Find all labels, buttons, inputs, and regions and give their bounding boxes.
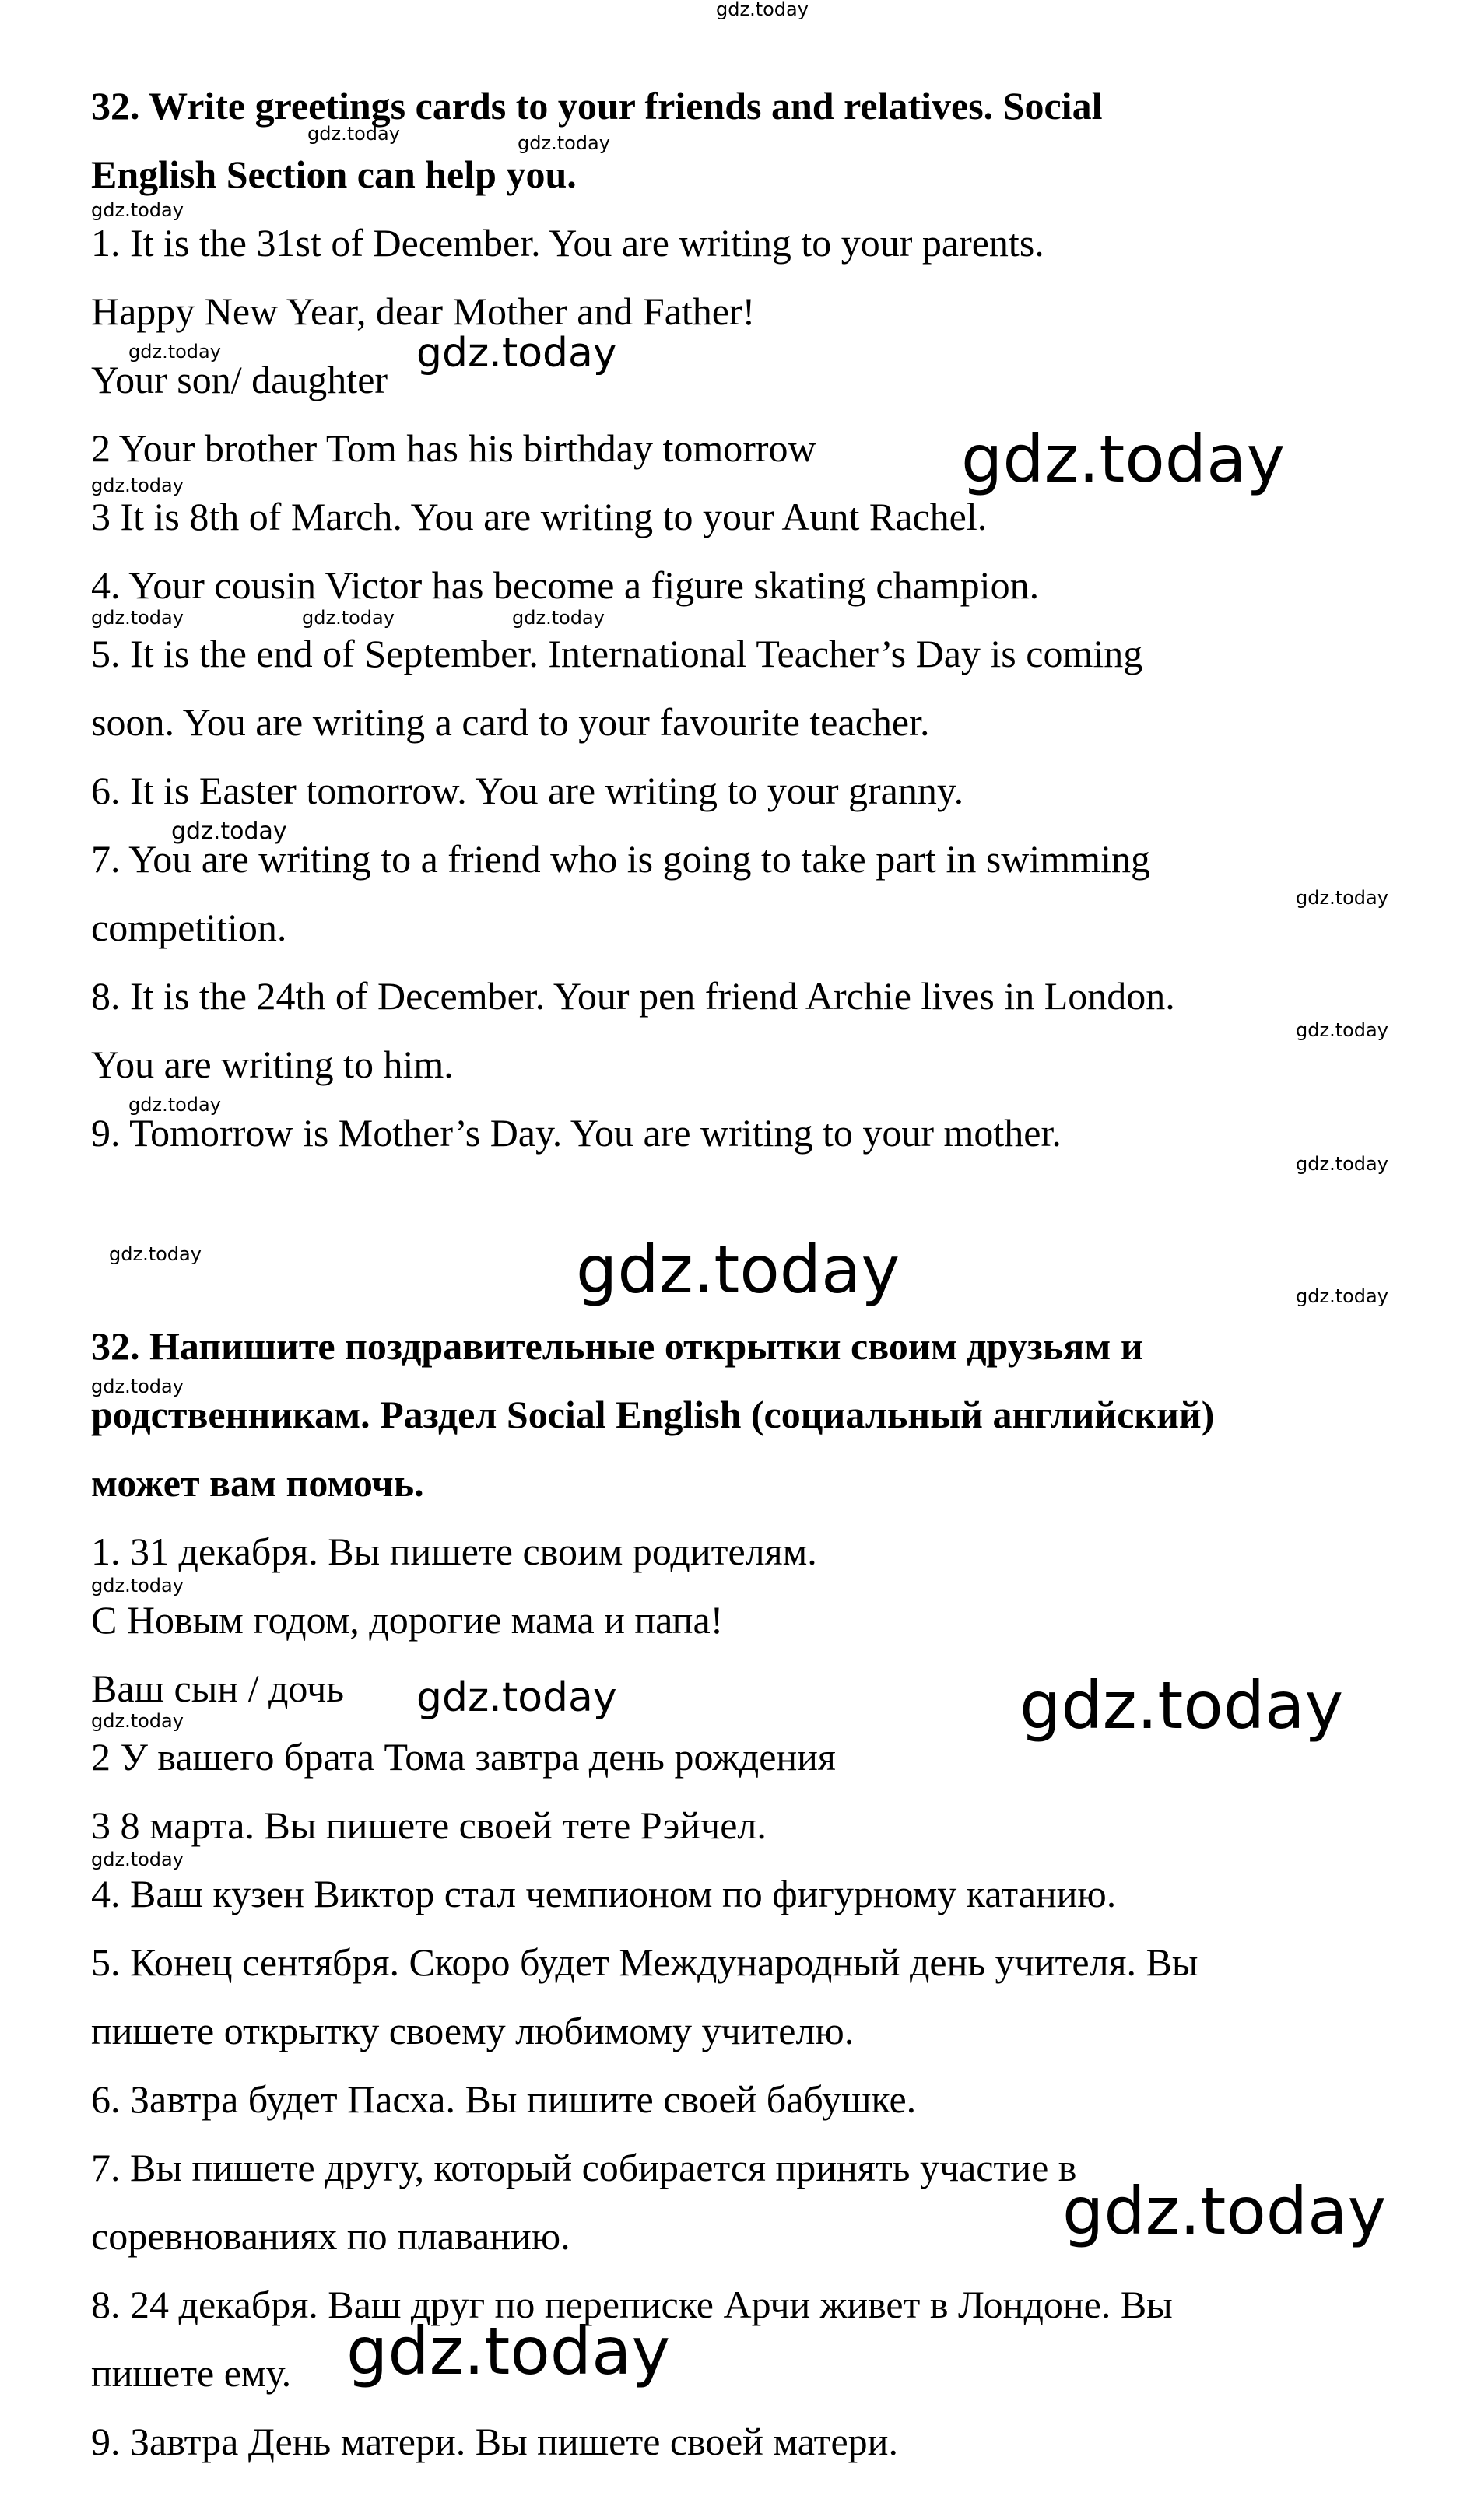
russian-line: 4. Ваш кузен Виктор стал чемпионом по фигурному катанию. (91, 1872, 1117, 1915)
russian-title-line-2: родственникам. Раздел Social English (социальный английский) (91, 1393, 1215, 1436)
english-title-line-1: 32. Write greetings cards to your friends and relatives. Social (91, 84, 1103, 128)
russian-line: Ваш сын / дочь (91, 1667, 345, 1710)
russian-line: 3 8 марта. Вы пишете своей тете Рэйчел. (91, 1803, 767, 1847)
watermark: gdz.today (307, 123, 400, 145)
watermark: gdz.today (716, 0, 809, 20)
russian-title-line-3: может вам помочь. (91, 1461, 424, 1505)
english-title-line-2: English Section can help you. (91, 152, 577, 196)
english-line: soon. You are writing a card to your favourite teacher. (91, 700, 930, 744)
english-line: Your son/ daughter (91, 358, 388, 401)
english-line: 1. It is the 31st of December. You are writing to your parents. (91, 221, 1044, 265)
watermark: gdz.today (91, 607, 184, 629)
watermark: gdz.today (109, 1243, 202, 1265)
watermark: gdz.today (91, 475, 184, 496)
russian-line: пишете ему. (91, 2351, 292, 2395)
watermark: gdz.today (91, 1710, 184, 1732)
russian-line: 1. 31 декабря. Вы пишете своим родителям. (91, 1530, 817, 1573)
watermark: gdz.today (1020, 1667, 1344, 1744)
russian-line: 2 У вашего брата Тома завтра день рождения (91, 1735, 836, 1779)
russian-title-line-1: 32. Напишите поздравительные открытки своим друзьям и (91, 1324, 1143, 1368)
english-line: 8. It is the 24th of December. Your pen friend Archie lives in London. (91, 974, 1175, 1018)
english-line: Happy New Year, dear Mother and Father! (91, 289, 756, 333)
russian-line: С Новым годом, дорогие мама и папа! (91, 1598, 724, 1642)
english-line: You are writing to him. (91, 1043, 454, 1086)
russian-line: 8. 24 декабря. Ваш друг по переписке Арчи живет в Лондоне. Вы (91, 2283, 1173, 2326)
watermark: gdz.today (128, 341, 221, 363)
watermark: gdz.today (91, 1376, 184, 1397)
russian-line: 7. Вы пишете другу, который собирается принять участие в (91, 2146, 1077, 2189)
english-line: 5. It is the end of September. International Teacher’s Day is coming (91, 632, 1143, 675)
watermark: gdz.today (302, 607, 395, 629)
russian-line: 6. Завтра будет Пасха. Вы пишите своей бабушке. (91, 2077, 917, 2121)
english-line: 9. Tomorrow is Mother’s Day. You are writing to your mother. (91, 1111, 1062, 1155)
watermark: gdz.today (171, 818, 287, 845)
watermark: gdz.today (416, 330, 617, 377)
watermark: gdz.today (576, 1232, 900, 1308)
watermark: gdz.today (128, 1094, 221, 1116)
watermark: gdz.today (1296, 1019, 1388, 1041)
watermark: gdz.today (91, 1849, 184, 1870)
russian-line: пишете открытку своему любимому учителю. (91, 2009, 855, 2052)
watermark: gdz.today (512, 607, 605, 629)
english-line: 6. It is Easter tomorrow. You are writing to your granny. (91, 769, 964, 812)
watermark: gdz.today (518, 132, 610, 154)
watermark: gdz.today (1296, 1285, 1388, 1307)
russian-line: 5. Конец сентября. Скоро будет Международный день учителя. Вы (91, 1940, 1198, 1984)
english-line: 3 It is 8th of March. You are writing to your Aunt Rachel. (91, 495, 988, 538)
watermark: gdz.today (1296, 887, 1388, 909)
watermark: gdz.today (91, 1575, 184, 1596)
watermark: gdz.today (961, 421, 1286, 497)
watermark: gdz.today (416, 1674, 617, 1721)
english-line: 4. Your cousin Victor has become a figure skating champion. (91, 563, 1040, 607)
watermark: gdz.today (1296, 1153, 1388, 1175)
watermark: gdz.today (1062, 2173, 1387, 2249)
watermark: gdz.today (346, 2313, 671, 2389)
russian-line: соревнованиях по плаванию. (91, 2214, 570, 2258)
english-line: competition. (91, 906, 287, 949)
english-line: 7. You are writing to a friend who is going to take part in swimming (91, 837, 1150, 881)
english-line: 2 Your brother Tom has his birthday tomorrow (91, 426, 816, 470)
russian-line: 9. Завтра День матери. Вы пишете своей матери. (91, 2420, 898, 2463)
watermark: gdz.today (91, 199, 184, 221)
